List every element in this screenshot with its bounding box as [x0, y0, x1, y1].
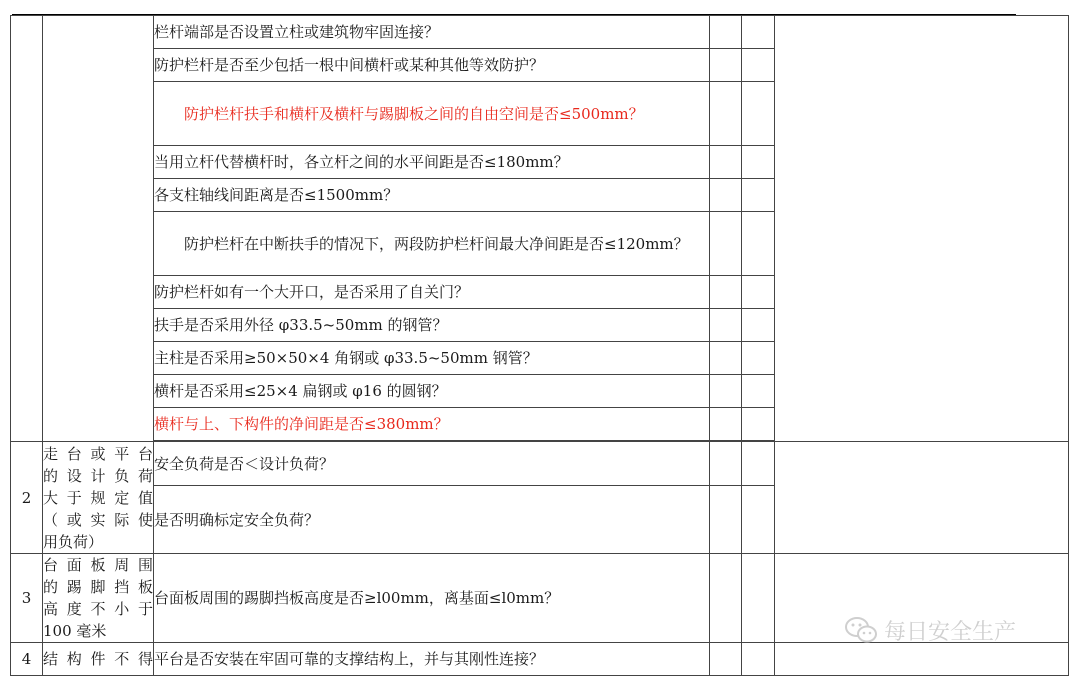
check-yes-cell[interactable] [710, 309, 742, 342]
check-no-cell[interactable] [742, 49, 775, 82]
question-cell: 台面板周围的踢脚挡板高度是否≥l00mm，离基面≤l0mm？ [154, 554, 710, 643]
item-number: 2 [11, 442, 43, 554]
check-no-cell[interactable] [742, 309, 775, 342]
remarks-cell[interactable] [775, 16, 1069, 442]
question-cell: 横杆是否采用≤25×4 扁钢或 φ16 的圆钢？ [154, 375, 710, 408]
question-cell: 各支柱轴线间距离是否≤1500mm？ [154, 179, 710, 212]
check-no-cell[interactable] [742, 82, 775, 146]
item-title-line: 的踢脚挡板 [43, 578, 153, 596]
item-title [43, 643, 154, 676]
question-cell: 防护栏杆是否至少包括一根中间横杆或某种其他等效防护？ [154, 49, 710, 82]
wechat-icon [844, 616, 878, 644]
check-no-cell[interactable] [742, 342, 775, 375]
item-title-line: 高度不小于 [43, 600, 153, 618]
check-no-cell[interactable] [742, 146, 775, 179]
question-cell: 防护栏杆在中断扶手的情况下，两段防护栏杆间最大净间距是否≤120mm？ [154, 212, 710, 276]
check-no-cell[interactable] [742, 276, 775, 309]
question-cell: 当用立杆代替横杆时，各立杆之间的水平间距是否≤180mm？ [154, 146, 710, 179]
check-yes-cell[interactable] [710, 375, 742, 408]
item-cell [43, 16, 154, 442]
check-yes-cell[interactable] [710, 643, 742, 676]
item-number: 3 [11, 554, 43, 643]
check-yes-cell[interactable] [710, 212, 742, 276]
check-no-cell[interactable] [742, 442, 775, 486]
check-no-cell[interactable] [742, 486, 775, 554]
item-title-line: （或实际使 [43, 510, 153, 529]
remarks-cell[interactable] [775, 442, 1069, 554]
check-no-cell[interactable] [742, 643, 775, 676]
item-title-line: 结构件不得 [43, 650, 153, 668]
check-yes-cell[interactable] [710, 408, 742, 441]
number-cell [11, 16, 43, 442]
question-cell: 防护栏杆扶手和横杆及横杆与踢脚板之间的自由空间是否≤500mm？ [154, 82, 710, 146]
check-no-cell[interactable] [742, 554, 775, 643]
item-title-line: 大于规定值 [43, 488, 153, 507]
question-cell: 栏杆端部是否设置立柱或建筑物牢固连接？ [154, 16, 710, 49]
question-cell: 是否明确标定安全负荷？ [154, 486, 710, 554]
table-row [11, 442, 1069, 486]
check-yes-cell[interactable] [710, 554, 742, 643]
question-cell: 主柱是否采用≥50×50×4 角钢或 φ33.5~50mm 钢管？ [154, 342, 710, 375]
watermark [844, 614, 1054, 646]
check-yes-cell[interactable] [710, 442, 742, 486]
check-yes-cell[interactable] [710, 49, 742, 82]
question-cell: 安全负荷是否＜设计负荷？ [154, 442, 710, 486]
item-title [43, 554, 154, 643]
item-title-line: 走台或平台 [43, 444, 153, 463]
question-cell: 防护栏杆如有一个大开口，是否采用了自关门？ [154, 276, 710, 309]
check-no-cell[interactable] [742, 212, 775, 276]
check-no-cell[interactable] [742, 16, 775, 49]
check-yes-cell[interactable] [710, 82, 742, 146]
item-title-line: 100 毫米 [43, 622, 107, 640]
check-yes-cell[interactable] [710, 486, 742, 554]
check-no-cell[interactable] [742, 179, 775, 212]
question-cell: 横杆与上、下构件的净间距是否≤380mm？ [154, 408, 710, 441]
item-title [43, 442, 154, 554]
item-title-line: 用负荷） [43, 532, 104, 551]
check-yes-cell[interactable] [710, 276, 742, 309]
check-yes-cell[interactable] [710, 179, 742, 212]
remarks-cell[interactable] [775, 643, 1069, 676]
safety-checklist-table [10, 15, 1069, 676]
check-no-cell[interactable] [742, 408, 775, 441]
table-row [11, 643, 1069, 676]
question-cell: 平台是否安装在牢固可靠的支撑结构上，并与其刚性连接？ [154, 643, 710, 676]
item-title-line: 台面板周围 [43, 556, 153, 574]
check-yes-cell[interactable] [710, 146, 742, 179]
item-title-line: 的设计负荷 [43, 466, 153, 485]
check-yes-cell[interactable] [710, 16, 742, 49]
item-number: 4 [11, 643, 43, 676]
watermark-text: 每日安全生产 [884, 619, 1017, 645]
check-no-cell[interactable] [742, 375, 775, 408]
table-row [11, 16, 1069, 49]
question-cell: 扶手是否采用外径 φ33.5~50mm 的钢管？ [154, 309, 710, 342]
check-yes-cell[interactable] [710, 342, 742, 375]
